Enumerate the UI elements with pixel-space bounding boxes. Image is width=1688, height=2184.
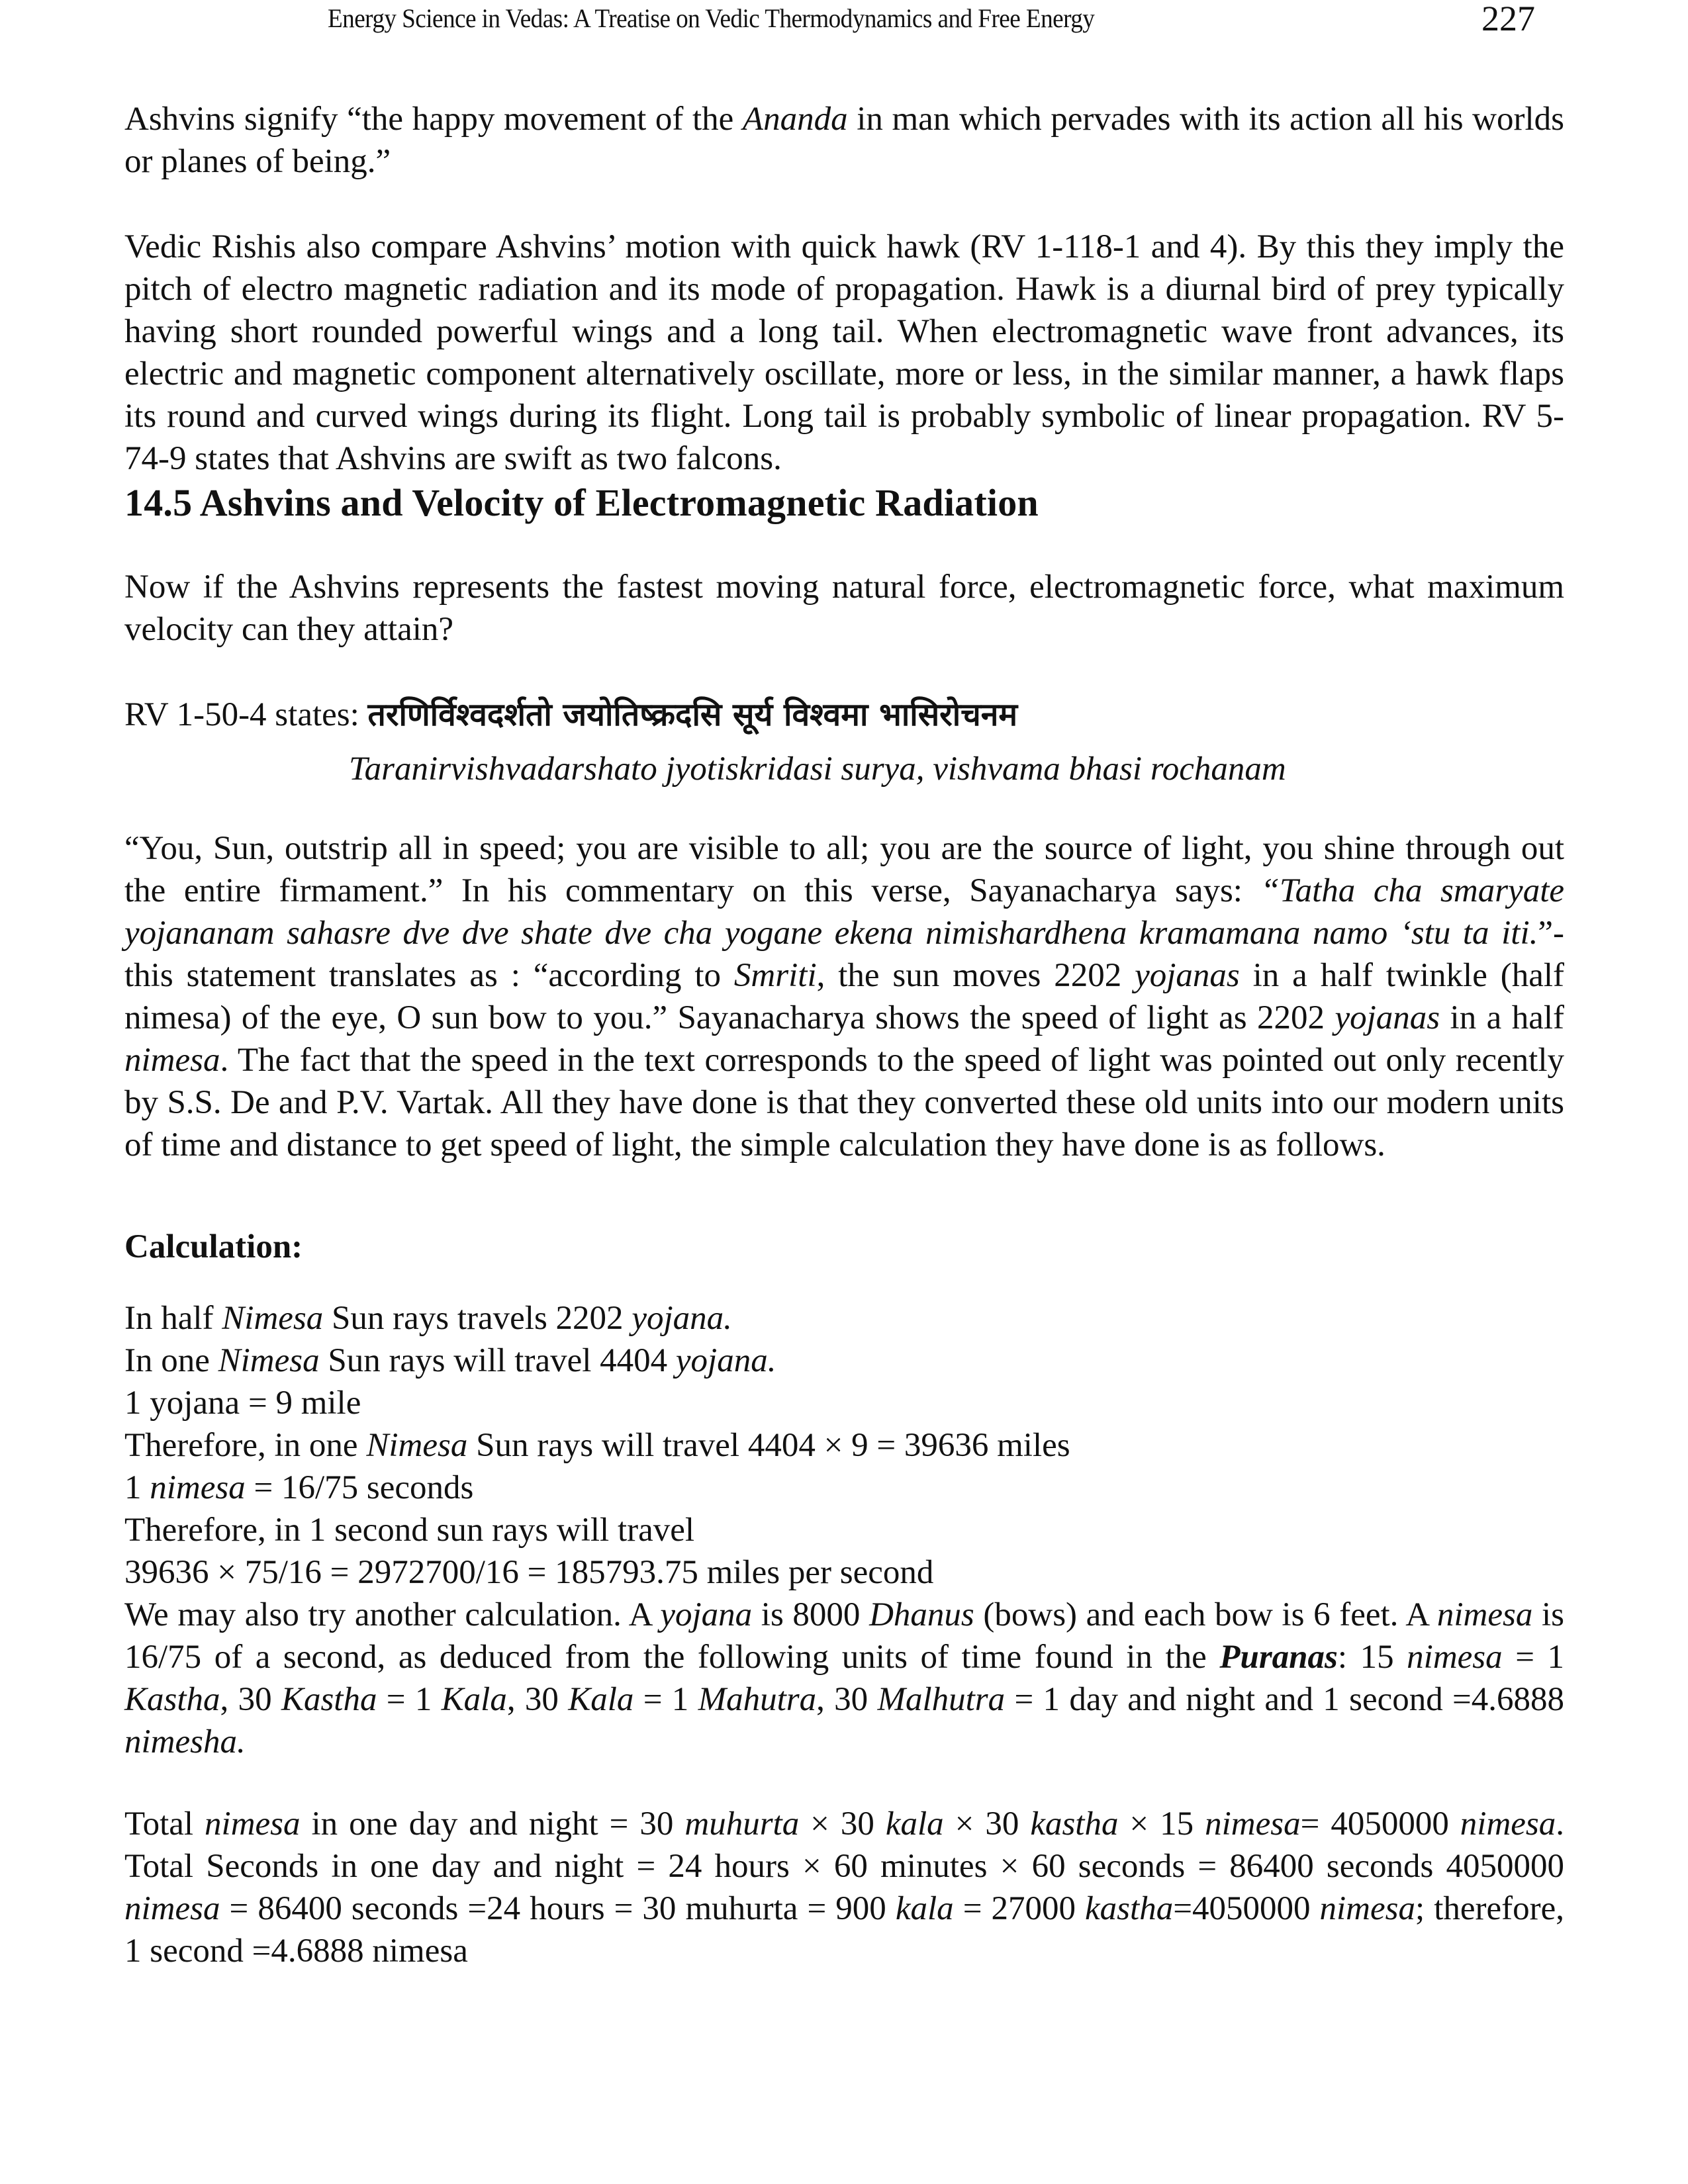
calc-line bbox=[124, 1424, 1564, 1467]
text-run: In one bbox=[124, 1342, 218, 1379]
verse-line bbox=[124, 694, 1564, 736]
italic-text: nimesa bbox=[150, 1469, 246, 1506]
verse-devanagari: तरणिर्विश्वदर्शतो जयोतिष्क्रदसि सूर्य विश्वमा भासिरोचनम bbox=[367, 696, 1018, 733]
section-heading: 14.5 Ashvins and Velocity of Electromagnetic Radiation bbox=[124, 481, 1039, 524]
italic-text: Kala bbox=[568, 1681, 634, 1718]
text-run: 1 yojana = 9 mile bbox=[124, 1385, 361, 1422]
calc-line bbox=[124, 1509, 1564, 1551]
paragraph-total-nimesa bbox=[124, 1803, 1564, 1972]
text-run: . Total Seconds in one day and night = 24 hours × 60 minutes × 60 seconds = 86400 seconds 4050000 bbox=[124, 1805, 1565, 1885]
text-run: in one day and night = 30 bbox=[300, 1805, 685, 1843]
italic-text: nimesa bbox=[1407, 1639, 1503, 1676]
italic-text: muhurta bbox=[684, 1805, 800, 1843]
italic-text: nimesa bbox=[1460, 1805, 1556, 1843]
paragraph-hawk-analogy bbox=[124, 226, 1564, 480]
text-run: , 30 bbox=[220, 1681, 281, 1718]
italic-text: Ananda bbox=[742, 101, 848, 138]
text-run: Therefore, in 1 second sun rays will travel bbox=[124, 1512, 695, 1549]
text-run: ; therefore, 1 second =4.6888 nimesa bbox=[124, 1890, 1564, 1970]
text-run: in a half bbox=[1440, 999, 1564, 1036]
italic-text: kastha bbox=[1030, 1805, 1119, 1843]
calc-line bbox=[124, 1467, 1564, 1509]
text-run: × 15 bbox=[1118, 1805, 1205, 1843]
italic-text: yojana. bbox=[675, 1342, 776, 1379]
text-run: ”- this statement translates as : “according to bbox=[124, 915, 1564, 994]
calc-line bbox=[124, 1551, 1564, 1594]
italic-text: Kala bbox=[441, 1681, 507, 1718]
italic-text: nimesa bbox=[124, 1042, 220, 1079]
text-run: × 30 bbox=[943, 1805, 1031, 1843]
italic-text: kala bbox=[895, 1890, 954, 1927]
text-run: Vedic Rishis also compare Ashvins’ motion with quick hawk (RV 1-118-1 and 4). By this they imply the pitch of electro magnetic radiation and its mode of propagation. Hawk is a diurnal bird of prey typically having short rounded powerful wings and a long tail. When electromagnetic wave front advances, its electric and magnetic component alternatively oscillate, more or less, in the similar manner, a hawk flaps its round and curved wings during its flight. Long tail is probably symbolic of linear propagation. RV 5-74-9 states that Ashvins are swift as two falcons. bbox=[124, 228, 1564, 477]
text-run: = 1 bbox=[633, 1681, 698, 1718]
italic-text: Mahutra bbox=[698, 1681, 817, 1718]
italic-text: nimesa bbox=[1205, 1805, 1301, 1843]
text-run: in man which pervades with its action all his worlds or planes of being.” bbox=[124, 101, 1565, 180]
text-run: is 8000 bbox=[752, 1596, 870, 1633]
text-run: In half bbox=[124, 1300, 222, 1337]
verse-label: RV 1-50-4 states: bbox=[124, 696, 368, 733]
text-run: = 27000 bbox=[953, 1890, 1086, 1927]
italic-text: nimesa bbox=[124, 1890, 220, 1927]
page-number: 227 bbox=[1481, 0, 1535, 38]
italic-text: nimesha. bbox=[124, 1723, 246, 1760]
text-run: Sun rays will travel 4404 bbox=[319, 1342, 676, 1379]
calculation-lines bbox=[124, 1297, 1564, 1763]
calc-line bbox=[124, 1297, 1564, 1340]
italic-text: Kastha bbox=[281, 1681, 377, 1718]
running-title: Energy Science in Vedas: A Treatise on Vedic Thermodynamics and Free Energy bbox=[328, 3, 1095, 33]
italic-text: yojana bbox=[660, 1596, 753, 1633]
text-run: Sun rays travels 2202 bbox=[323, 1300, 632, 1337]
italic-text: nimesa bbox=[1319, 1890, 1415, 1927]
italic-text: kala bbox=[885, 1805, 944, 1843]
text-run: × 30 bbox=[799, 1805, 886, 1843]
text-run: is 16/75 of a second, as deduced from the following units of time found in the bbox=[124, 1596, 1564, 1676]
verse-block bbox=[124, 694, 1564, 790]
italic-text: “Tatha cha smaryate yojananam sahasre dve dve shate dve cha yogane ekena nimishardhena kramamana namo ‘stu ta iti. bbox=[124, 872, 1564, 952]
italic-text: nimesa bbox=[205, 1805, 301, 1843]
paragraph-velocity-question: Now if the Ashvins represents the fastest moving natural force, electromagnetic force, what maximum velocity can they attain? bbox=[124, 569, 1564, 648]
text-run: (bows) and each bow is 6 feet. A bbox=[974, 1596, 1437, 1633]
text-run: 39636 × 75/16 = 2972700/16 = 185793.75 miles per second bbox=[124, 1554, 934, 1591]
text-run: = 4050000 bbox=[1300, 1805, 1460, 1843]
text-run: , 30 bbox=[506, 1681, 569, 1718]
calc-line bbox=[124, 1340, 1564, 1382]
text-run: Total bbox=[124, 1805, 205, 1843]
text-run: . The fact that the speed in the text corresponds to the speed of light was pointed out only recently by S.S. De and P.V. Vartak. All they have done is that they converted these old units into our modern units of time and distance to get speed of light, the simple calculation they have done is as follows. bbox=[124, 1042, 1564, 1163]
text-run: = 1 bbox=[1502, 1639, 1564, 1676]
text-run: Sun rays will travel 4404 × 9 = 39636 miles bbox=[467, 1427, 1070, 1464]
italic-text: Kastha bbox=[124, 1681, 220, 1718]
italic-text: Nimesa bbox=[222, 1300, 324, 1337]
italic-text: nimesa bbox=[1436, 1596, 1533, 1633]
text-run: : 15 bbox=[1337, 1639, 1407, 1676]
italic-text: kastha bbox=[1085, 1890, 1174, 1927]
calculation-heading: Calculation: bbox=[124, 1228, 303, 1265]
text-run: = 1 bbox=[377, 1681, 442, 1718]
italic-text: Smriti bbox=[733, 957, 817, 994]
italic-text: Nimesa bbox=[366, 1427, 468, 1464]
text-run: in a half twinkle (half nimesa) of the eye, O sun bow to you.” Sayanacharya shows the speed of light as 2202 bbox=[124, 957, 1565, 1036]
paragraph-another-calculation bbox=[124, 1594, 1564, 1763]
text-run: = 1 day and night and 1 second =4.6888 bbox=[1005, 1681, 1565, 1718]
text-run: Ashvins signify “the happy movement of the bbox=[124, 101, 743, 138]
paragraph-sayanacharya-commentary bbox=[124, 827, 1564, 1166]
text-run: , the sun moves 2202 bbox=[816, 957, 1135, 994]
italic-text: yojanas bbox=[1335, 999, 1440, 1036]
text-run: “You, Sun, outstrip all in speed; you are visible to all; you are the source of light, you shine through out the entire firmament.” In his commentary on this verse, Sayanacharya says: bbox=[124, 830, 1564, 909]
page-header bbox=[0, 0, 1688, 46]
italic-text: yojanas bbox=[1135, 957, 1240, 994]
italic-text: yojana. bbox=[632, 1300, 732, 1337]
text-run: Therefore, in one bbox=[124, 1427, 367, 1464]
text-run: = 16/75 seconds bbox=[245, 1469, 474, 1506]
bold-italic-text: Puranas bbox=[1219, 1639, 1338, 1676]
italic-text: Malhutra bbox=[877, 1681, 1006, 1718]
text-run: , 30 bbox=[816, 1681, 878, 1718]
text-run: = 86400 seconds =24 hours = 30 muhurta = 900 bbox=[220, 1890, 896, 1927]
italic-text: Dhanus bbox=[869, 1596, 974, 1633]
text-run: We may also try another calculation. A bbox=[124, 1596, 661, 1633]
paragraph-ashvins-ananda bbox=[124, 98, 1564, 183]
calc-line bbox=[124, 1382, 1564, 1424]
italic-text: Nimesa bbox=[218, 1342, 320, 1379]
text-run: =4050000 bbox=[1173, 1890, 1320, 1927]
page-body bbox=[124, 98, 1564, 1972]
text-run: 1 bbox=[124, 1469, 150, 1506]
verse-transliteration: Taranirvishvadarshato jyotiskridasi surya, vishvama bhasi rochanam bbox=[349, 751, 1286, 788]
